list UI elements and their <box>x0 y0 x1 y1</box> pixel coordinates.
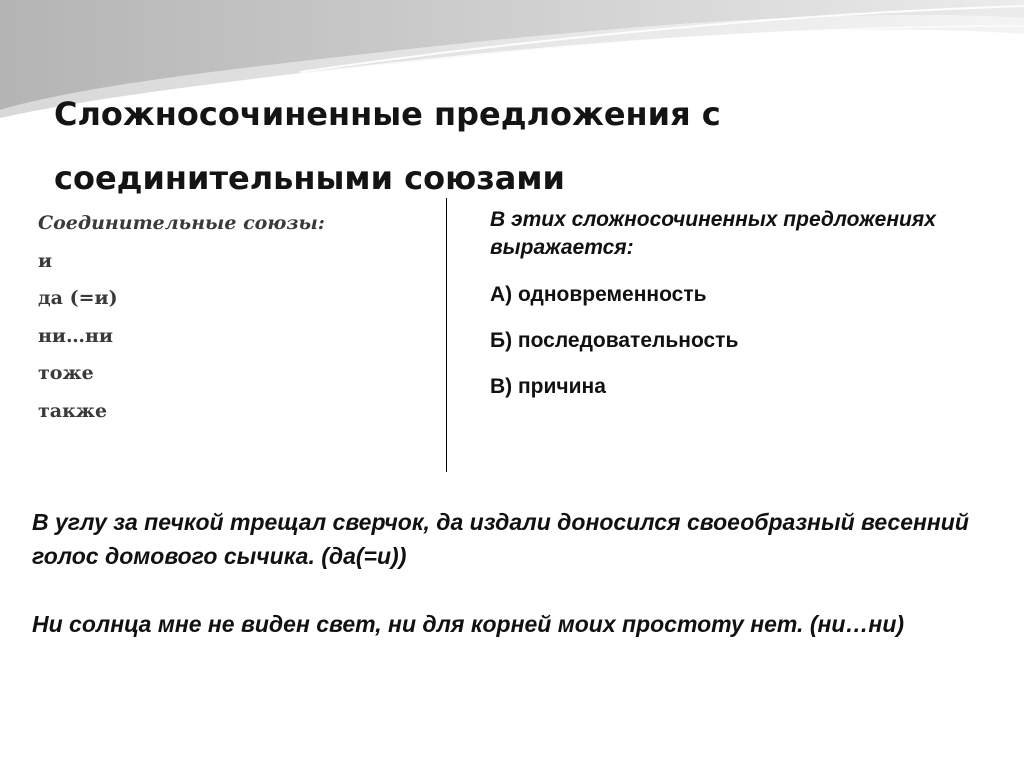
meaning-option: А) одновременность <box>490 283 707 306</box>
conjunctions-list <box>38 205 418 430</box>
example-sentence: В углу за печкой трещал сверчок, да издали доносился своеобразный весенний голос домового сычика. (да(=и)) <box>32 509 969 569</box>
meanings-heading: В этих сложносочиненных предложениях выражается: <box>490 208 936 259</box>
conjunction-item: ни…ни <box>38 324 113 347</box>
meanings-block <box>490 206 1010 410</box>
examples-block <box>32 505 1007 641</box>
slide-title: Сложносочиненные предложения с соединительными союзами <box>54 95 721 197</box>
conjunction-item: да (=и) <box>38 287 118 309</box>
conjunction-item: тоже <box>38 362 94 384</box>
conjunctions-heading: Соединительные союзы: <box>38 212 325 234</box>
example-sentence: Ни солнца мне не виден свет, ни для корней моих простоту нет. (ни…ни) <box>32 611 905 637</box>
conjunction-item: и <box>38 249 53 272</box>
meanings-options <box>490 272 1010 410</box>
meaning-option: В) причина <box>490 375 606 398</box>
column-divider <box>446 198 447 472</box>
conjunction-item: также <box>38 399 108 422</box>
meaning-option: Б) последовательность <box>490 329 739 352</box>
